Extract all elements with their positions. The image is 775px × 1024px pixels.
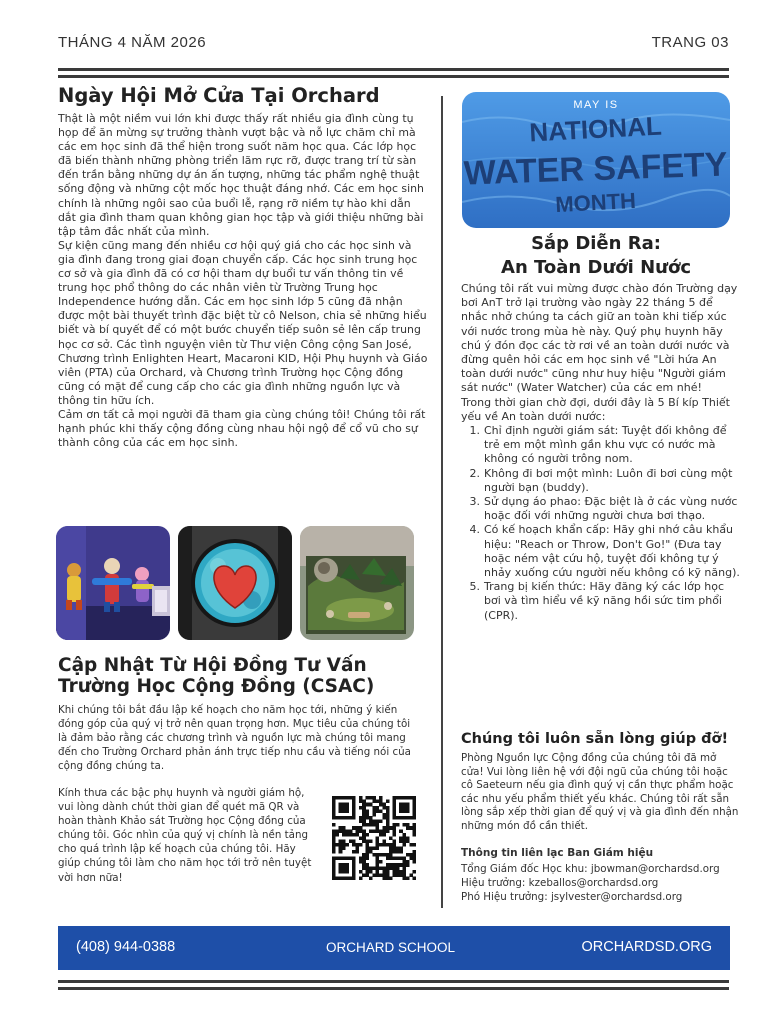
list-item (461, 580, 741, 623)
csac-paragraph-2: Kính thưa các bậc phụ huynh và người giám hộ, vui lòng dành chút thời gian để quét mã QR và hoàn thành Khảo sát Trường học Cộng đồng của chúng tôi. Góc nhìn của quý vị chính là nền tảng cho quá trình lập kế hoạch của chúng tôi. Hãy giúp chúng tôi làm cho năm học tới trở nên tuyệt vời hơn nữa! (58, 787, 312, 884)
contact-vice-principal[interactable]: Phó Hiệu trưởng: jsylvester@orchardsd.org (461, 891, 683, 903)
page-number: TRANG 03 (651, 34, 729, 51)
water-safety-tips (461, 424, 741, 623)
banner-line-water-safety: WATER SAFETY (463, 145, 729, 193)
tip-number: 1. (469, 424, 480, 438)
top-rule (58, 68, 729, 71)
csac-title: Cập Nhật Từ Hội Đồng Tư Vấn Trường Học Cộng Đồng (CSAC) (58, 655, 375, 697)
tip-text: Sử dụng áo phao: Đặc biệt là ở các vùng nước hoặc đối với những người chưa bơi thạo. (484, 495, 738, 523)
photo-clay-figures (56, 526, 170, 640)
water-safety-lead: Trong thời gian chờ đợi, dưới đây là 5 Bí kíp Thiết yếu về An toàn dưới nước: (461, 395, 730, 423)
contacts-list (461, 862, 746, 904)
help-title: Chúng tôi luôn sẵn lòng giúp đỡ! (461, 731, 729, 747)
open-house-title: Ngày Hội Mở Cửa Tại Orchard (58, 84, 380, 107)
tip-number: 5. (469, 580, 480, 594)
water-safety-title-line-1: Sắp Diễn Ra: (531, 233, 661, 254)
water-safety-banner (462, 92, 730, 228)
top-rule-2 (58, 75, 729, 78)
help-body: Phòng Nguồn lực Cộng đồng của chúng tôi đã mở cửa! Vui lòng liên hệ với đội ngũ của chúng tôi hoặc cô Saeteurn nếu gia đình quý vị cần thực phẩm hoặc các nhu yếu phẩm thiết yếu khác. Chúng tôi rất sẵn lòng sắp xếp thời gian để quý vị và gia đình đến nhận những món đồ cần thiết. (461, 752, 739, 832)
issue-date: THÁNG 4 NĂM 2026 (58, 34, 207, 51)
footer-school-name: ORCHARD SCHOOL (326, 940, 456, 955)
survey-qr-code[interactable] (332, 796, 416, 880)
banner-line-month: MONTH (554, 187, 637, 218)
banner-line-national: NATIONAL (528, 110, 663, 148)
bottom-rule (58, 980, 729, 983)
tip-number: 3. (469, 495, 480, 509)
photo-painted-heart (178, 526, 292, 640)
list-item (461, 523, 741, 580)
open-house-paragraph-1: Thật là một niềm vui lớn khi được thấy rất nhiều gia đình cùng tụ họp để ăn mừng sự trưởng thành vượt bậc và nỗ lực chăm chỉ mà các em học sinh đã thể hiện trong suốt năm học qua. Các lớp học đã biến thành những phòng triển lãm rực rỡ, được trang trí từ sàn đến trần bằng những dự án ấn tượng, những tác phẩm nghệ thuật sống động và những cột mốc học thuật đáng nhớ. Các em học sinh chính là những ngôi sao của buổi lễ, rạng rỡ niềm tự hào khi dẫn dắt gia đình tham quan không gian học tập và giới thiệu những bài tập tâm đắc nhất của mình. (58, 112, 424, 238)
list-item (461, 467, 741, 495)
list-item (461, 495, 741, 523)
footer-bar (58, 926, 730, 970)
water-safety-title-line-2: An Toàn Dưới Nước (501, 257, 691, 278)
tip-text: Trang bị kiến thức: Hãy đăng ký các lớp học bơi và tìm hiểu về kỹ năng hồi sức tim phổi (CPR). (484, 580, 725, 622)
list-item (461, 424, 741, 467)
tip-number: 4. (469, 523, 480, 537)
contact-superintendent[interactable]: Tổng Giám đốc Học khu: jbowman@orchardsd.org (461, 863, 720, 875)
water-safety-body (461, 282, 741, 623)
tip-text: Có kế hoạch khẩn cấp: Hãy ghi nhớ câu khẩu hiệu: "Reach or Throw, Don't Go!" (Đưa tay hoặc ném vật cứu hộ, tuyệt đối không tự ý nhảy xuống cứu người nếu không có kỹ năng). (484, 523, 740, 580)
bottom-rule-2 (58, 987, 729, 990)
contact-principal[interactable]: Hiệu trưởng: kzeballos@orchardsd.org (461, 877, 659, 889)
footer-website[interactable]: ORCHARDSD.ORG (581, 939, 712, 955)
water-safety-intro: Chúng tôi rất vui mừng được chào đón Trường dạy bơi AnT trở lại trường vào ngày 22 tháng 5 để nhắc nhở chúng ta cách giữ an toàn khi tiếp xúc với nước trong mùa hè này. Quý phụ huynh hãy chú ý đón đọc các tờ rơi về an toàn dưới nước và đừng quên hỏi các em học sinh về "Lời hứa An toàn dưới nước" cũng như huy hiệu "Người giám sát nước" (Water Watcher) của các em nhé! (461, 282, 738, 395)
tip-text: Không đi bơi một mình: Luôn đi bơi cùng một người bạn (buddy). (484, 466, 733, 494)
banner-line-may-is: MAY IS (573, 99, 619, 111)
water-safety-title (452, 232, 740, 280)
contacts-title: Thông tin liên lạc Ban Giám hiệu (461, 847, 654, 859)
column-divider (441, 96, 443, 908)
tip-number: 2. (469, 466, 480, 480)
tip-text: Chỉ định người giám sát: Tuyệt đối không để trẻ em một mình gần khu vực có nước mà không có người trông nom. (484, 424, 727, 466)
photo-diorama (300, 526, 414, 640)
csac-paragraph-1: Khi chúng tôi bắt đầu lập kế hoạch cho năm học tới, những ý kiến đóng góp của quý vị trở nên quan trọng hơn. Mục tiêu của chúng tôi là đảm bảo rằng các chương trình và nguồn lực mà chúng tôi mang đến cho Trường Orchard phản ánh trực tiếp nhu cầu và tiếng nói của cộng đồng chúng ta. (58, 704, 411, 773)
footer-phone[interactable]: (408) 944-0388 (76, 939, 176, 955)
open-house-paragraph-3: Cảm ơn tất cả mọi người đã tham gia cùng chúng tôi! Chúng tôi rất hạnh phúc khi thấy cộng đồng cùng nhau hội ngộ để cổ vũ cho sự thành công của các em học sinh. (58, 407, 426, 450)
open-house-paragraph-2: Sự kiện cũng mang đến nhiều cơ hội quý giá cho các học sinh và gia đình đang trong giai đoạn chuyển cấp. Các học sinh trung học cơ sở và gia đình đã có cơ hội tham dự buổi tư vấn thông tin về trung học phổ thông do các nhân viên từ Trường Trung học Independence hướng dẫn. Các em học sinh lớp 5 cũng đã nhận được một bài thuyết trình đặc biệt từ cô Nelson, chia sẻ những hiểu biết và bí quyết để có một bước chuyển tiếp suôn sẻ lên cấp trung học cơ sở. Các tình nguyện viên từ Thư viện Công cộng San José, Chương trình Enlighten Heart, Macaroni KID, Hội Phụ huynh và Giáo viên (PTA) của Orchard, và Chương trình Trường học Cộng đồng cũng có mặt để cung cấp cho các gia đình những nguồn lực và thông tin hữu ích. (58, 238, 428, 407)
open-house-body (58, 112, 428, 450)
